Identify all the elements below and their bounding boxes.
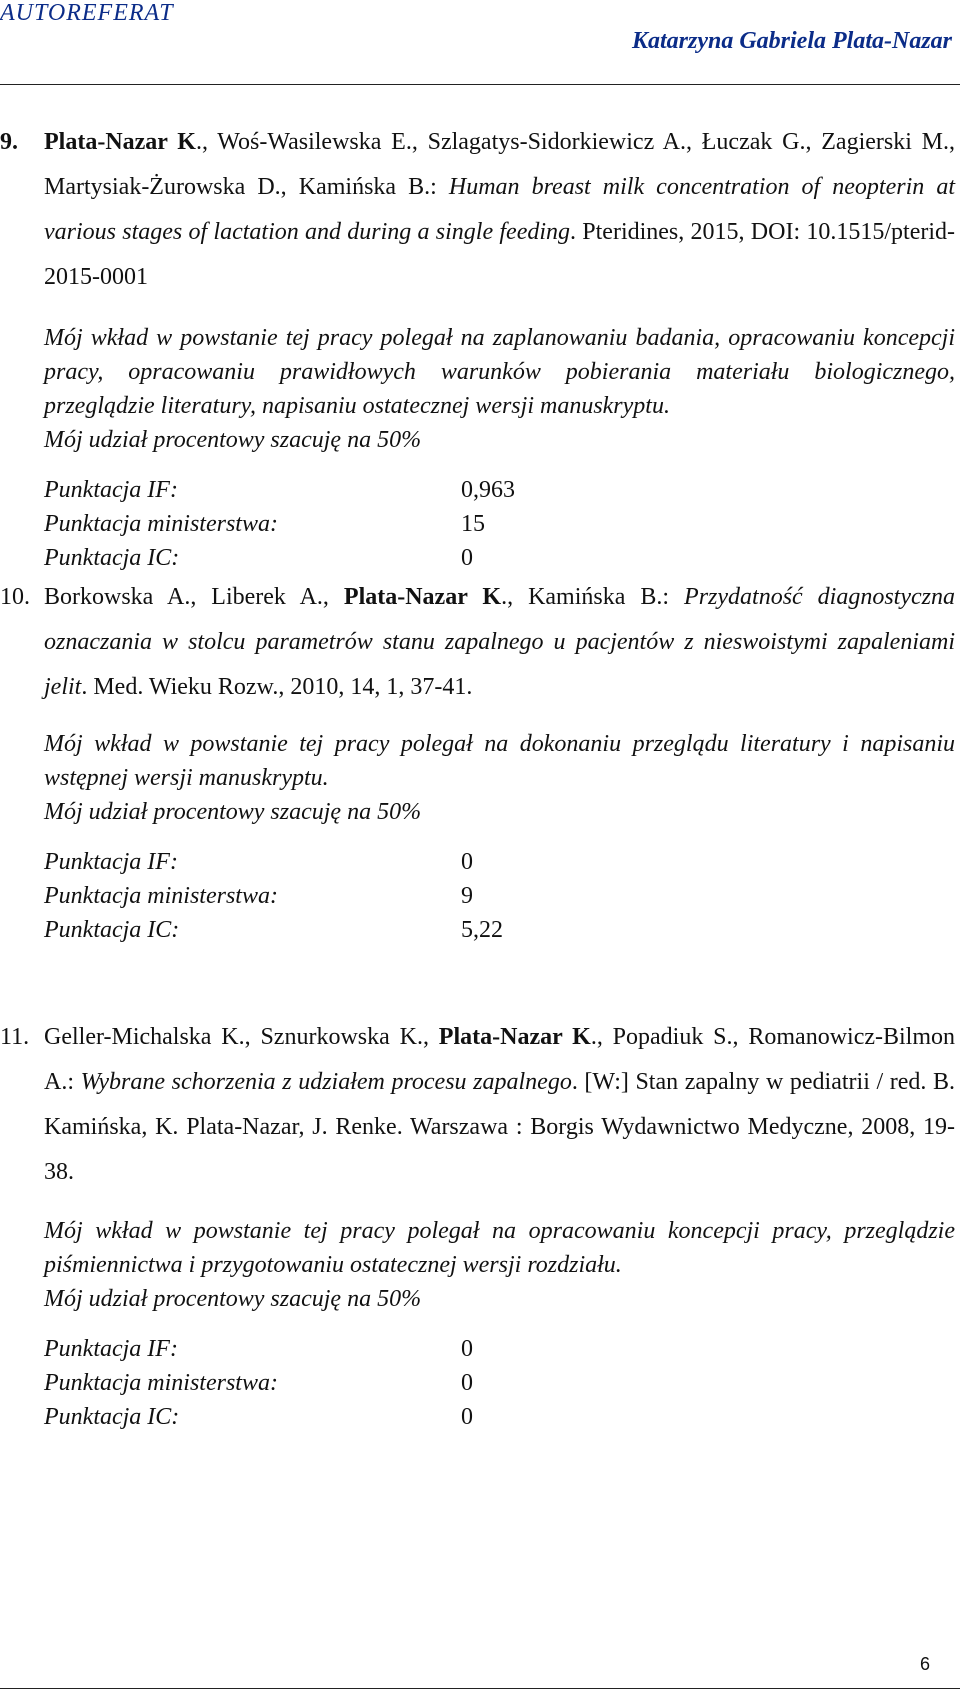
score-row-if: Punktacja IF: 0: [44, 1336, 473, 1362]
contribution-share: Mój udział procentowy szacuję na 50%: [44, 1286, 422, 1312]
contribution-share: Mój udział procentowy szacuję na 50%: [44, 799, 422, 825]
contribution-text: Mój wkład w powstanie tej pracy polegał na zaplanowaniu badania, opracowaniu koncepcji pracy, opracowaniu prawidłowych warunków pobierania materiału biologicznego, przeglądzie literatury, napisaniu ostatecznej wersji manuskryptu.: [44, 325, 955, 419]
score-table: [44, 1332, 955, 1434]
reference: [0, 575, 955, 710]
score-row-ministry: Punktacja ministerstwa: 15: [44, 511, 485, 537]
authors: ., Kamińska B.:: [501, 584, 685, 610]
author-highlight: Plata-Nazar K: [343, 584, 502, 610]
score-row-if: Punktacja IF: 0: [44, 849, 473, 875]
authors: ., Woś-Wasilewska E., Szlagatys-Sidorkiewicz A., Łuczak G., Zagierski M., Martysiak-Żurowska D., Kamińska B.:: [44, 129, 956, 200]
publication-source: . [W:] Stan zapalny w pediatrii / red. B. Kamińska, K. Plata-Nazar, J. Renke. Warszawa : Borgis Wydawnictwo Medyczne, 2008, 19-38.: [44, 1069, 956, 1185]
score-row-ic: Punktacja IC: 0: [44, 1404, 473, 1430]
publication-entry-9: [0, 120, 955, 575]
authors: Geller-Michalska K., Sznurkowska K.,: [44, 1024, 439, 1050]
score-row-ministry: Punktacja ministerstwa: 0: [44, 1370, 473, 1396]
authors: Borkowska A., Liberek A.,: [44, 584, 344, 610]
header-author-name: Katarzyna Gabriela Plata-Nazar: [631, 28, 952, 54]
reference: [0, 1015, 955, 1195]
publication-source: . Pteridines, 2015, DOI: 10.1515/pterid-2015-0001: [44, 219, 956, 290]
entry-number: 10.: [0, 584, 30, 610]
contribution-text: Mój wkład w powstanie tej pracy polegał na opracowaniu koncepcji pracy, przeglądzie piśmiennictwa i przygotowaniu ostatecznej wersji rozdziału.: [44, 1218, 955, 1278]
publication-title: Przydatność diagnostyczna oznaczania w stolcu parametrów stanu zapalnego u pacjentów z nieswoistymi zapaleniami jelit: [44, 584, 955, 700]
score-table: [44, 473, 955, 575]
score-row-if: Punktacja IF: 0,963: [44, 477, 515, 503]
entry-number: 11.: [0, 1024, 30, 1050]
reference: [0, 120, 955, 300]
score-row-ic: Punktacja IC: 0: [44, 545, 473, 571]
footer-divider: [0, 1688, 960, 1689]
authors: ., Popadiuk S., Romanowicz-Bilmon A.:: [44, 1024, 955, 1095]
author-highlight: Plata-Nazar K: [44, 129, 196, 155]
score-table: [44, 845, 955, 947]
publication-entry-11: [0, 1015, 955, 1434]
page-number: 6: [919, 1654, 930, 1674]
score-row-ic: Punktacja IC: 5,22: [44, 917, 503, 943]
contribution-text: Mój wkład w powstanie tej pracy polegał na dokonaniu przeglądu literatury i napisaniu wstępnej wersji manuskryptu.: [44, 731, 955, 791]
publication-source: . Med. Wieku Rozw., 2010, 14, 1, 37-41.: [81, 674, 473, 700]
publication-title: Human breast milk concentration of neopterin at various stages of lactation and during a single feeding: [44, 174, 955, 245]
contribution-share: Mój udział procentowy szacuję na 50%: [44, 427, 422, 453]
author-highlight: Plata-Nazar K: [438, 1024, 591, 1050]
header-divider: [0, 84, 960, 85]
publication-title: Wybrane schorzenia z udziałem procesu zapalnego: [80, 1069, 572, 1095]
publication-entry-10: [0, 575, 955, 947]
score-row-ministry: Punktacja ministerstwa: 9: [44, 883, 473, 909]
entry-number: 9.: [0, 129, 18, 155]
header-document-type: AUTOREFERAT: [0, 0, 174, 26]
